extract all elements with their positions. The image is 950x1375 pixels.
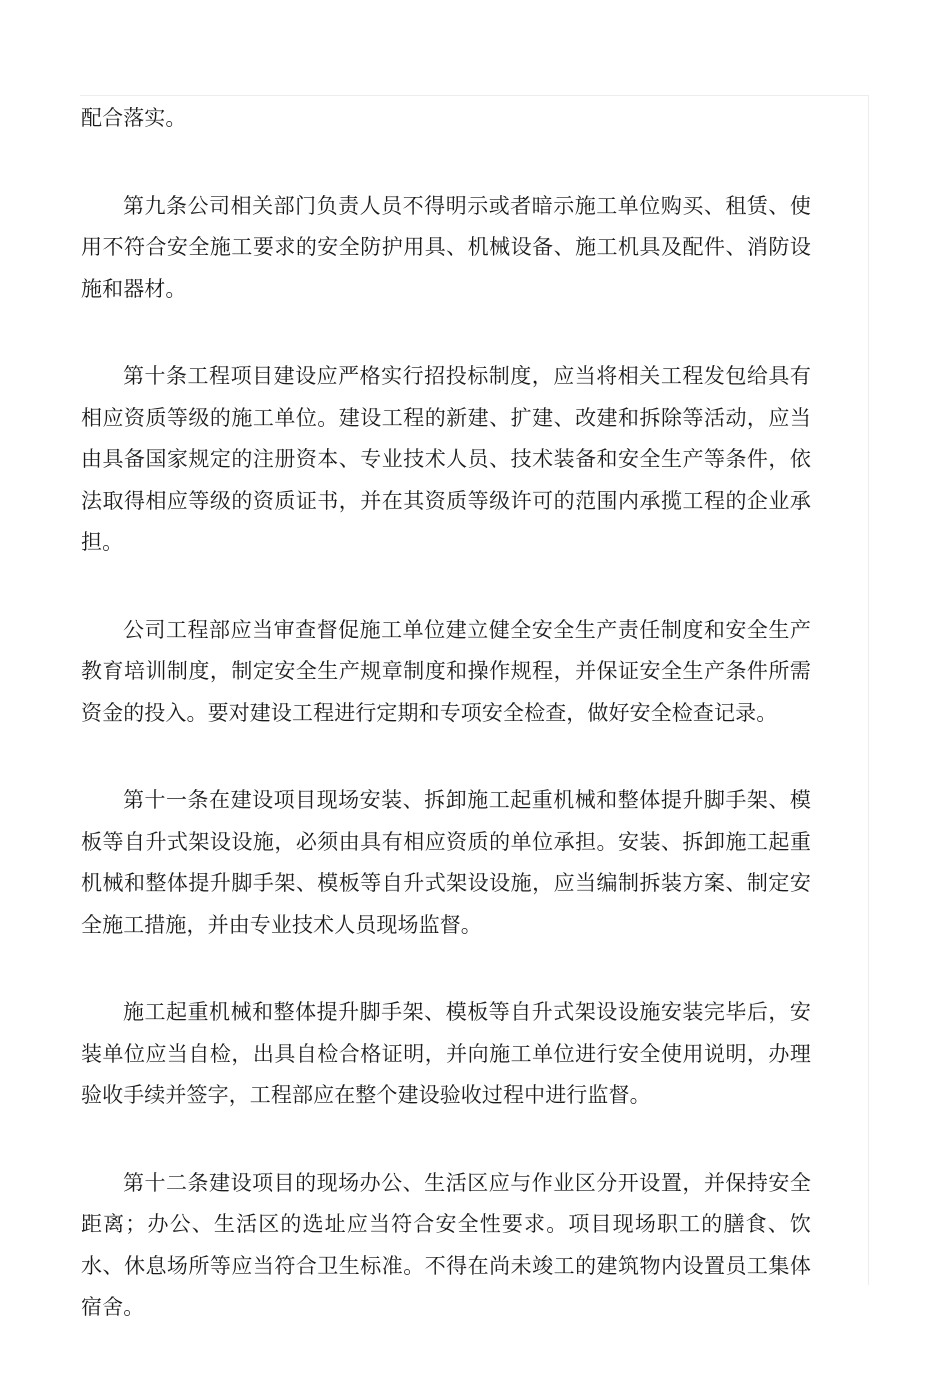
paragraph-article-9: 第九条公司相关部门负责人员不得明示或者暗示施工单位购买、租赁、使用不符合安全施工要求的安全防护用具、机械设备、施工机具及配件、消防设施和器材。 [81,193,811,301]
page-border-right [868,95,869,1285]
page-border-top [80,95,869,96]
paragraph-article-10: 第十条工程项目建设应严格实行招投标制度，应当将相关工程发包给具有相应资质等级的施工单位。建设工程的新建、扩建、改建和拆除等活动，应当由具备国家规定的注册资本、专业技术人员、技术装备和安全生产等条件，依法取得相应等级的资质证书，并在其资质等级许可的范围内承揽工程的企业承担。 [81,364,811,554]
paragraph-article-11: 第十一条在建设项目现场安装、拆卸施工起重机械和整体提升脚手架、模板等自升式架设设施，必须由具有相应资质的单位承担。安装、拆卸施工起重机械和整体提升脚手架、模板等自升式架设设施，应当编制拆装方案、制定安全施工措施，并由专业技术人员现场监督。 [81,788,811,937]
paragraph-installation-inspection: 施工起重机械和整体提升脚手架、模板等自升式架设设施安装完毕后，安装单位应当自检，出具自检合格证明，并向施工单位进行安全使用说明，办理验收手续并签字，工程部应在整个建设验收过程中进行监督。 [81,1000,811,1107]
paragraph-continuation: 配合落实。 [81,106,187,130]
paragraph-engineering-dept: 公司工程部应当审查督促施工单位建立健全安全生产责任制度和安全生产教育培训制度，制定安全生产规章制度和操作规程，并保证安全生产条件所需资金的投入。要对建设工程进行定期和专项安全检查，做好安全检查记录。 [81,617,811,725]
document-body [81,98,811,1375]
paragraph-article-12: 第十二条建设项目的现场办公、生活区应与作业区分开设置，并保持安全距离；办公、生活区的选址应当符合安全性要求。项目现场职工的膳食、饮水、休息场所等应当符合卫生标准。不得在尚未竣工的建筑物内设置员工集体宿舍。 [81,1170,811,1319]
